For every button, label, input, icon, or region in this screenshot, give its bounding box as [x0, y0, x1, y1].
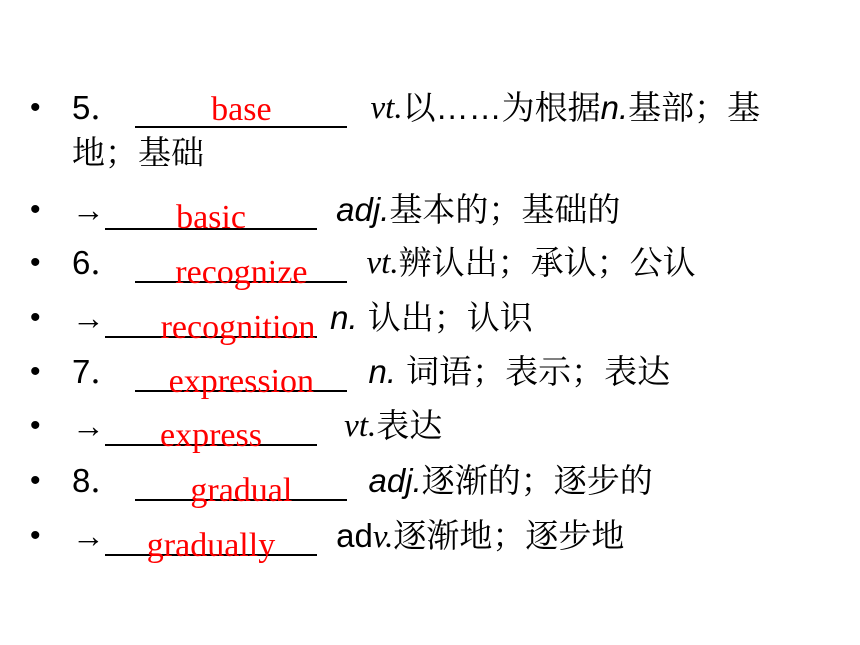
answer-blank — [105, 190, 317, 236]
meaning: 辨认出；承认；公认 — [398, 244, 696, 281]
answer-blank — [105, 406, 317, 454]
meaning: 表达 — [376, 407, 443, 444]
answer-text: gradual — [190, 472, 293, 509]
item-number: 6． — [72, 244, 124, 281]
bullet: • — [30, 355, 41, 388]
part-of-speech: n. — [330, 299, 358, 336]
item-5-continuation: 地；基础 — [72, 134, 204, 171]
arrow: → — [72, 407, 105, 444]
part-of-speech: n. — [368, 353, 397, 390]
bullet: • — [30, 301, 41, 334]
meaning: 基本的；基础的 — [389, 191, 621, 228]
answer-blank — [135, 243, 347, 291]
arrow: → — [72, 191, 105, 228]
answer-text: recognition — [160, 309, 316, 346]
answer-text: express — [160, 417, 262, 454]
answer-text: base — [211, 91, 272, 128]
part-of-speech: vt. — [344, 408, 377, 444]
meaning: 词语；表示；表达 — [406, 353, 671, 390]
answer-blank — [135, 461, 347, 509]
item-number: 8． — [72, 462, 124, 499]
bullet: • — [30, 519, 41, 552]
answer-text: recognize — [175, 254, 308, 291]
part-of-speech: adj. — [336, 191, 390, 228]
bullet: • — [30, 193, 41, 226]
pos-v: v. — [372, 519, 394, 555]
bullet: • — [30, 464, 41, 497]
answer-text: basic — [176, 199, 246, 236]
meaning-2: 基部；基 — [628, 89, 761, 126]
arrow: → — [72, 299, 105, 336]
meaning: 以……为根据 — [402, 89, 601, 126]
part-of-speech: vt. — [366, 245, 399, 281]
bullet: • — [30, 409, 41, 442]
answer-text: expression — [168, 363, 315, 400]
answer-text: gradually — [146, 527, 276, 564]
part-of-speech: vt. — [370, 90, 403, 126]
answer-blank — [135, 88, 347, 128]
part-of-speech — [336, 516, 393, 557]
item-number: 5． — [72, 89, 124, 126]
answer-blank — [105, 298, 317, 346]
answer-blank — [105, 516, 317, 564]
answer-blank — [135, 352, 347, 400]
bullet: • — [30, 246, 41, 279]
arrow: → — [72, 517, 105, 554]
part-of-speech: adj. — [368, 462, 422, 499]
meaning: 认出；认识 — [367, 299, 533, 336]
part-of-speech-2: n. — [600, 89, 629, 126]
bullet: • — [30, 91, 41, 124]
pos-ad: ad — [336, 517, 373, 554]
item-number: 7． — [72, 353, 124, 390]
meaning: 逐渐的；逐步的 — [421, 462, 653, 499]
meaning: 逐渐地；逐步地 — [393, 517, 625, 554]
